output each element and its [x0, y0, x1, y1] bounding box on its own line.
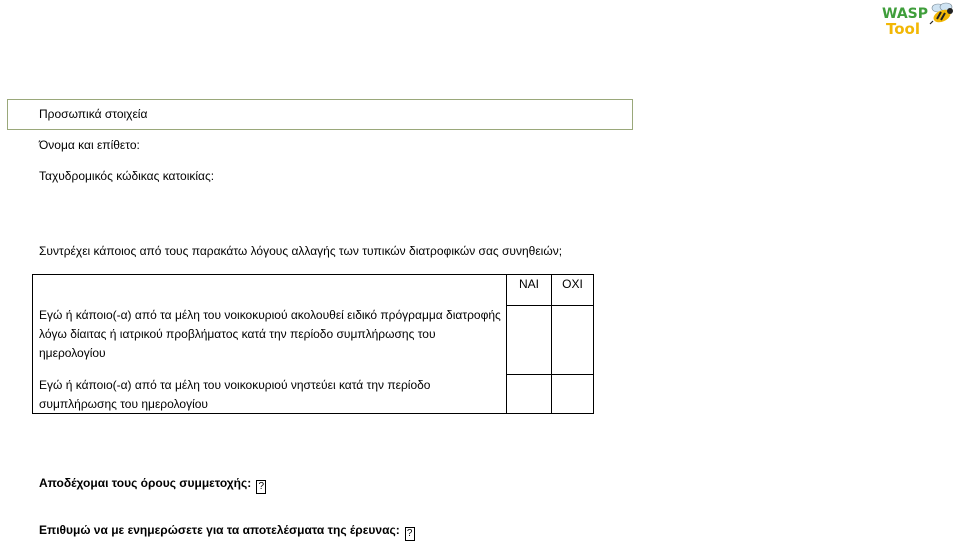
bee-icon [928, 2, 956, 26]
column-header-yes: ΝΑΙ [518, 277, 539, 291]
row1-no-cell[interactable] [552, 306, 593, 374]
table-row-text: Εγώ ή κάποιο(-α) από τα μέλη του νοικοκυριού νηστεύει κατά την περίοδο συμπλήρωσης του ημερολογίου [39, 378, 431, 411]
logo-word-tool: Tool [886, 20, 920, 38]
diet-question: Συντρέχει κάποιος από τους παρακάτω λόγους αλλαγής των τυπικών διατροφικών σας συνηθειών; [39, 244, 563, 258]
row2-yes-cell[interactable] [507, 375, 551, 413]
notify-checkbox[interactable]: ? [405, 527, 415, 541]
wasp-tool-logo [880, 2, 956, 42]
name-label: Όνομα και επίθετο: [39, 138, 140, 152]
personal-info-heading: Προσωπικά στοιχεία [39, 107, 148, 121]
terms-consent-row [39, 474, 266, 494]
postcode-label: Ταχυδρομικός κώδικας κατοικίας: [39, 169, 215, 183]
notify-consent-label: Επιθυμώ να με ενημερώσετε για τα αποτελέσματα της έρευνας: [39, 523, 400, 537]
terms-checkbox[interactable]: ? [256, 480, 266, 494]
column-header-no: ΟΧΙ [562, 277, 583, 291]
diet-reasons-table [32, 274, 594, 414]
row1-yes-cell[interactable] [507, 306, 551, 374]
notify-consent-row [39, 521, 415, 541]
terms-consent-label: Αποδέχομαι τους όρους συμμετοχής: [39, 476, 252, 490]
table-row-text: Εγώ ή κάποιο(-α) από τα μέλη του νοικοκυριού ακολουθεί ειδικό πρόγραμμα διατροφής λόγω δίαιτας ή ιατρικού προβλήματος κατά την περίοδο συμπλήρωσης του ημερολογίου [39, 308, 501, 360]
row2-no-cell[interactable] [552, 375, 593, 413]
logo-word-wasp: WASP [882, 6, 928, 22]
